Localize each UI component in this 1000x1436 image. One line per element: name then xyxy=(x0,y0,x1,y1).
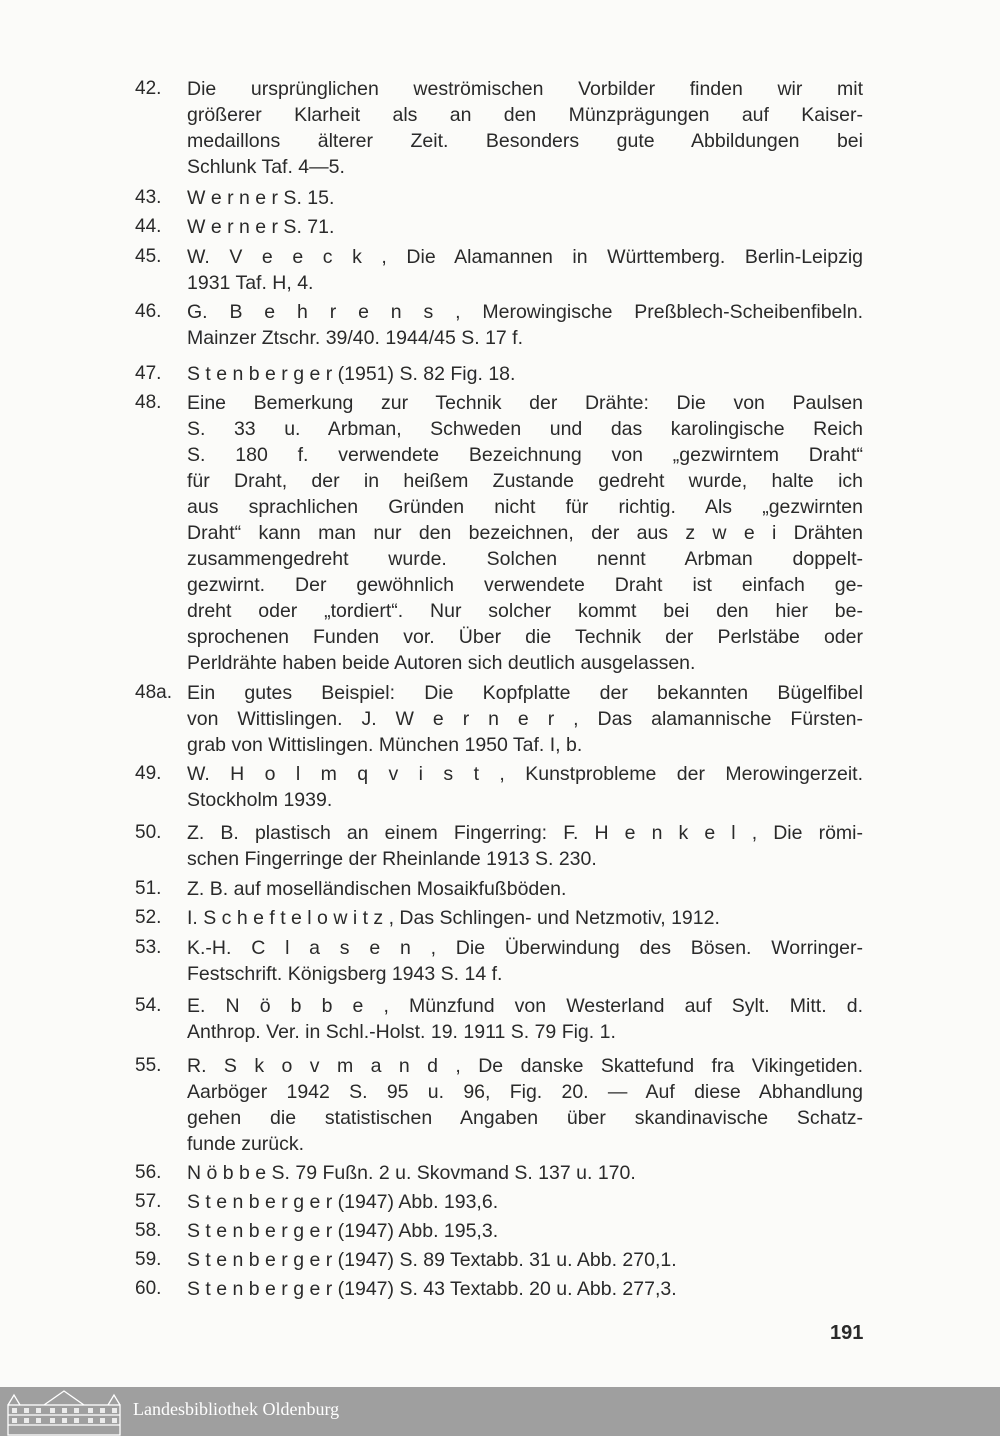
footnote-number: 46. xyxy=(135,301,162,322)
footnote xyxy=(135,76,863,180)
footnote-line: größerer Klarheit als an den Münzprägungen auf Kaiser- xyxy=(187,104,863,126)
footnote-number: 53. xyxy=(135,937,162,958)
footnote-line: gezwirnt. Der gewöhnlich verwendete Draht ist einfach ge- xyxy=(187,574,863,596)
footnote-line: E. N ö b b e , Münzfund von Westerland auf Sylt. Mitt. d. xyxy=(187,995,863,1017)
footnote xyxy=(135,299,863,351)
footnote-line: W. V e e c k , Die Alamannen in Württemberg. Berlin-Leipzig xyxy=(187,246,863,268)
footnote-line: Draht“ kann man nur den bezeichnen, der aus z w e i Drähten xyxy=(187,522,863,544)
footnote-line: sprochenen Funden vor. Über die Technik der Perlstäbe oder xyxy=(187,626,863,648)
footnote-line: G. B e h r e n s , Merowingische Preßblech-Scheibenfibeln. xyxy=(187,301,863,323)
footnote-line: S t e n b e r g e r (1947) S. 89 Textabb. 31 u. Abb. 270,1. xyxy=(187,1249,677,1271)
footnote xyxy=(135,214,863,240)
footnote-line: medaillons älterer Zeit. Besonders gute Abbildungen bei xyxy=(187,130,863,152)
footnote-line: R. S k o v m a n d , De danske Skattefund fra Vikingetiden. xyxy=(187,1055,863,1077)
footnote-line: K.-H. C l a s e n , Die Überwindung des Bösen. Worringer- xyxy=(187,937,863,959)
footnote xyxy=(135,993,863,1045)
footnote-line: W. H o l m q v i s t , Kunstprobleme der Merowingerzeit. xyxy=(187,763,863,785)
footnote-number: 42. xyxy=(135,78,162,99)
footnote-number: 47. xyxy=(135,363,162,384)
footnote-line: zusammengedreht wurde. Solchen nennt Arbman doppelt- xyxy=(187,548,863,570)
footnote-line: Schlunk Taf. 4—5. xyxy=(187,156,345,178)
footnote-number: 55. xyxy=(135,1055,162,1076)
footnote-line: Festschrift. Königsberg 1943 S. 14 f. xyxy=(187,963,503,985)
footnote xyxy=(135,1218,863,1244)
footnote xyxy=(135,1053,863,1157)
footnote-line: I. S c h e f t e l o w i t z , Das Schlingen- und Netzmotiv, 1912. xyxy=(187,907,720,929)
footnote xyxy=(135,876,863,902)
footnote-line: Die ursprünglichen weströmischen Vorbilder finden wir mit xyxy=(187,78,863,100)
footnote-line: Z. B. auf moselländischen Mosaikfußböden. xyxy=(187,878,567,900)
footnote-line: S. 180 f. verwendete Bezeichnung von „gezwirntem Draht“ xyxy=(187,444,863,466)
footnote-line: für Draht, der in heißem Zustande gedreht wurde, halte ich xyxy=(187,470,863,492)
footnote xyxy=(135,761,863,813)
footnote-line: S t e n b e r g e r (1947) Abb. 195,3. xyxy=(187,1220,499,1242)
footnote-line: S t e n b e r g e r (1947) Abb. 193,6. xyxy=(187,1191,499,1213)
footnote-line: W e r n e r S. 71. xyxy=(187,216,335,238)
footnote xyxy=(135,1247,863,1273)
footnote-line: Perldrähte haben beide Autoren sich deutlich ausgelassen. xyxy=(187,652,696,674)
footnote-number: 45. xyxy=(135,246,162,267)
footnote-number: 54. xyxy=(135,995,162,1016)
footnote xyxy=(135,185,863,211)
footnote-number: 59. xyxy=(135,1249,162,1270)
footnote xyxy=(135,244,863,296)
footnote-line: schen Fingerringe der Rheinlande 1913 S. 230. xyxy=(187,848,597,870)
footnote-number: 49. xyxy=(135,763,162,784)
footnote-line: Aarböger 1942 S. 95 u. 96, Fig. 20. — Auf diese Abhandlung xyxy=(187,1081,863,1103)
footnote-line: funde zurück. xyxy=(187,1133,305,1155)
footnote-line: aus sprachlichen Gründen nicht für richtig. Als „gezwirnten xyxy=(187,496,863,518)
footnote-number: 60. xyxy=(135,1278,162,1299)
footnote xyxy=(135,1189,863,1215)
footnote xyxy=(135,1160,863,1186)
footnote-line: gehen die statistischen Angaben über skandinavische Schatz- xyxy=(187,1107,863,1129)
footer-banner xyxy=(0,1387,1000,1436)
footnote-line: grab von Wittislingen. München 1950 Taf. I, b. xyxy=(187,734,583,756)
page-number: 191 xyxy=(830,1322,864,1344)
footnote-line: von Wittislingen. J. W e r n e r , Das alamannische Fürsten- xyxy=(187,708,863,730)
footnote-line: S t e n b e r g e r (1951) S. 82 Fig. 18. xyxy=(187,363,516,385)
footnote xyxy=(135,1276,863,1302)
footnote-line: S. 33 u. Arbman, Schweden und das karolingische Reich xyxy=(187,418,863,440)
library-name: Landesbibliothek Oldenburg xyxy=(133,1399,340,1419)
footnote-line: N ö b b e S. 79 Fußn. 2 u. Skovmand S. 137 u. 170. xyxy=(187,1162,636,1184)
footnote-number: 44. xyxy=(135,216,162,237)
footnote-number: 48a. xyxy=(135,682,172,703)
footnote-line: Mainzer Ztschr. 39/40. 1944/45 S. 17 f. xyxy=(187,327,524,349)
footnote-number: 57. xyxy=(135,1191,162,1212)
footnote-line: Eine Bemerkung zur Technik der Drähte: Die von Paulsen xyxy=(187,392,863,414)
footnote-number: 50. xyxy=(135,822,162,843)
footnote-number: 52. xyxy=(135,907,162,928)
footnote-number: 58. xyxy=(135,1220,162,1241)
footnote-line: dreht oder „tordiert“. Nur solcher kommt bei den hier be- xyxy=(187,600,863,622)
footnote-number: 51. xyxy=(135,878,162,899)
footnote-number: 56. xyxy=(135,1162,162,1183)
footnote-line: S t e n b e r g e r (1947) S. 43 Textabb. 20 u. Abb. 277,3. xyxy=(187,1278,677,1300)
footnote-number: 43. xyxy=(135,187,162,208)
footnote xyxy=(135,390,863,676)
footnote-line: 1931 Taf. H, 4. xyxy=(187,272,314,294)
footnote xyxy=(135,680,863,758)
library-building-icon xyxy=(4,1389,124,1436)
footnote-line: Stockholm 1939. xyxy=(187,789,333,811)
footnote-line: Ein gutes Beispiel: Die Kopfplatte der bekannten Bügelfibel xyxy=(187,682,863,704)
footnote-number: 48. xyxy=(135,392,162,413)
footnote-line: Z. B. plastisch an einem Fingerring: F. H e n k e l , Die römi- xyxy=(187,822,863,844)
footnote xyxy=(135,905,863,931)
footnote xyxy=(135,820,863,872)
footnote-line: W e r n e r S. 15. xyxy=(187,187,335,209)
footnote xyxy=(135,935,863,987)
footnote xyxy=(135,361,863,387)
footnote-line: Anthrop. Ver. in Schl.-Holst. 19. 1911 S. 79 Fig. 1. xyxy=(187,1021,616,1043)
